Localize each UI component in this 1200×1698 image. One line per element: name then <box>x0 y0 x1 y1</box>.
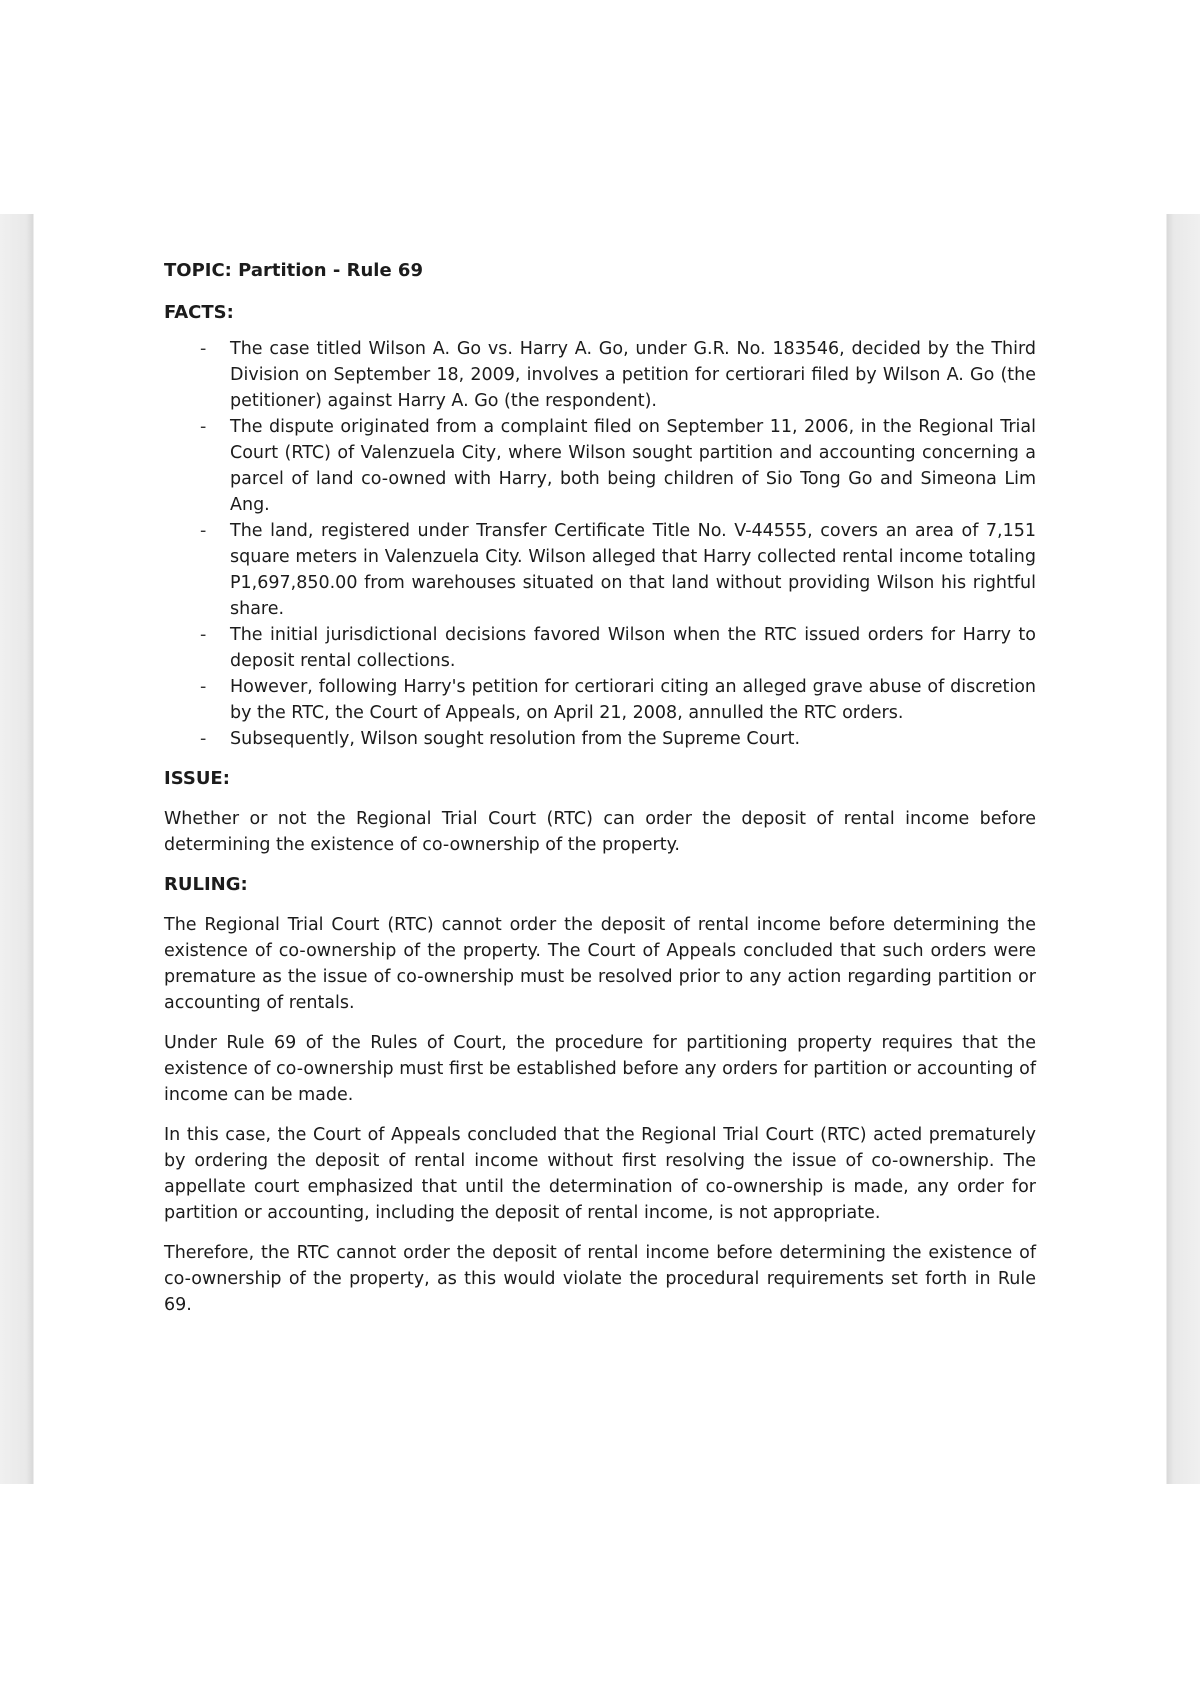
ruling-paragraph: Therefore, the RTC cannot order the deposit of rental income before determining the existence of co-ownership of the property, as this would violate the procedural requirements set forth in Rule 69. <box>164 1243 1036 1315</box>
bullet-dash: - <box>200 729 207 749</box>
bullet-dash: - <box>200 417 207 437</box>
page-shadow-left <box>0 214 34 1484</box>
bullet-dash: - <box>200 521 207 541</box>
list-item: - The land, registered under Transfer Certificate Title No. V-44555, covers an area of 7,151 square meters in Valenzuela City. Wilson alleged that Harry collected rental income totaling P1,697,850.00 from warehouses situated on that land without providing Wilson his rightful share. <box>230 518 1036 622</box>
list-item: - Subsequently, Wilson sought resolution from the Supreme Court. <box>230 726 1036 752</box>
bullet-dash: - <box>200 339 207 359</box>
ruling-paragraph: The Regional Trial Court (RTC) cannot order the deposit of rental income before determining the existence of co-ownership of the property. The Court of Appeals concluded that such orders were premature as the issue of co-ownership must be resolved prior to any action regarding partition or accounting of rentals. <box>164 915 1036 1013</box>
list-item: - However, following Harry's petition for certiorari citing an alleged grave abuse of discretion by the RTC, the Court of Appeals, on April 21, 2008, annulled the RTC orders. <box>230 674 1036 726</box>
list-item: - The dispute originated from a complaint filed on September 11, 2006, in the Regional Trial Court (RTC) of Valenzuela City, where Wilson sought partition and accounting concerning a parcel of land co-owned with Harry, both being children of Sio Tong Go and Simeona Lim Ang. <box>230 414 1036 518</box>
ruling-paragraph: Under Rule 69 of the Rules of Court, the procedure for partitioning property requires that the existence of co-ownership must first be established before any orders for partition or accounting of income can be made. <box>164 1033 1036 1105</box>
page-shadow-right <box>1166 214 1200 1484</box>
document-content <box>164 258 1036 1332</box>
list-item: - The initial jurisdictional decisions favored Wilson when the RTC issued orders for Harry to deposit rental collections. <box>230 622 1036 674</box>
ruling-heading: RULING: <box>164 874 248 895</box>
issue-text: Whether or not the Regional Trial Court (RTC) can order the deposit of rental income before determining the existence of co-ownership of the property. <box>164 809 1036 855</box>
list-item: - The case titled Wilson A. Go vs. Harry A. Go, under G.R. No. 183546, decided by the Third Division on September 18, 2009, involves a petition for certiorari filed by Wilson A. Go (the petitioner) against Harry A. Go (the respondent). <box>230 336 1036 414</box>
topic-heading: TOPIC: Partition - Rule 69 <box>164 260 423 281</box>
issue-heading: ISSUE: <box>164 768 230 789</box>
facts-heading: FACTS: <box>164 302 234 323</box>
bullet-dash: - <box>200 625 207 645</box>
bullet-dash: - <box>200 677 207 697</box>
ruling-paragraph: In this case, the Court of Appeals concluded that the Regional Trial Court (RTC) acted prematurely by ordering the deposit of rental income without first resolving the issue of co-ownership. The appellate court emphasized that until the determination of co-ownership is made, any order for partition or accounting, including the deposit of rental income, is not appropriate. <box>164 1125 1036 1223</box>
facts-list <box>164 336 1036 752</box>
